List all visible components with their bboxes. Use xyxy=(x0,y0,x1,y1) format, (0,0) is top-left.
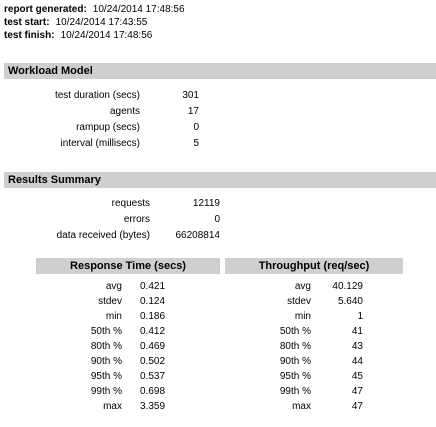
test-finish-value: 10/24/2014 17:48:56 xyxy=(60,30,153,41)
response-time-label: 90th % xyxy=(90,356,122,367)
response-time-label: avg xyxy=(105,281,122,292)
throughput-label: 95th % xyxy=(279,371,311,382)
workload-model-header: Workload Model xyxy=(4,63,436,79)
workload-label: agents xyxy=(109,106,140,117)
response-time-value: 0.502 xyxy=(140,356,166,367)
response-time-row xyxy=(36,399,200,414)
throughput-label: avg xyxy=(294,281,311,292)
workload-value: 0 xyxy=(193,122,199,133)
throughput-row xyxy=(225,324,363,339)
response-time-row xyxy=(36,354,200,369)
response-time-table xyxy=(36,279,200,414)
workload-value: 5 xyxy=(193,138,199,149)
results-label: data received (bytes) xyxy=(56,230,150,241)
response-time-row xyxy=(36,339,200,354)
workload-model-table xyxy=(20,88,199,152)
throughput-value: 43 xyxy=(351,341,363,352)
workload-label: rampup (secs) xyxy=(76,122,140,133)
results-summary-header: Results Summary xyxy=(4,172,436,188)
response-time-header: Response Time (secs) xyxy=(36,258,220,274)
throughput-label: 99th % xyxy=(279,386,311,397)
response-time-label: 50th % xyxy=(90,326,122,337)
response-time-value: 0.421 xyxy=(140,281,166,292)
report-meta xyxy=(4,3,185,42)
results-row xyxy=(20,196,220,212)
report-generated-label: report generated: xyxy=(4,4,87,15)
workload-row xyxy=(20,104,199,120)
response-time-row xyxy=(36,369,200,384)
response-time-row xyxy=(36,384,200,399)
workload-label: interval (millisecs) xyxy=(60,138,140,149)
throughput-row xyxy=(225,384,363,399)
report-generated-row xyxy=(4,3,185,16)
throughput-label: max xyxy=(292,401,311,412)
response-time-row xyxy=(36,309,200,324)
throughput-label: 50th % xyxy=(279,326,311,337)
throughput-row xyxy=(225,294,363,309)
test-start-label: test start: xyxy=(4,17,50,28)
throughput-label: stdev xyxy=(287,296,311,307)
workload-row xyxy=(20,136,199,152)
throughput-row xyxy=(225,354,363,369)
response-time-value: 0.537 xyxy=(140,371,166,382)
workload-row xyxy=(20,120,199,136)
response-time-value: 0.124 xyxy=(140,296,166,307)
workload-value: 301 xyxy=(182,90,199,101)
results-label: requests xyxy=(111,198,150,209)
response-time-value: 3.359 xyxy=(140,401,166,412)
response-time-label: max xyxy=(103,401,122,412)
throughput-value: 41 xyxy=(351,326,363,337)
throughput-value: 5.640 xyxy=(337,296,363,307)
throughput-value: 1 xyxy=(357,311,363,322)
throughput-header: Throughput (req/sec) xyxy=(225,258,403,274)
test-finish-label: test finish: xyxy=(4,30,55,41)
response-time-value: 0.469 xyxy=(140,341,166,352)
results-summary-table xyxy=(20,196,220,244)
response-time-value: 0.412 xyxy=(140,326,166,337)
throughput-label: 80th % xyxy=(279,341,311,352)
response-time-label: 80th % xyxy=(90,341,122,352)
throughput-table xyxy=(225,279,363,414)
response-time-row xyxy=(36,294,200,309)
throughput-value: 40.129 xyxy=(332,281,363,292)
response-time-value: 0.186 xyxy=(140,311,166,322)
response-time-label: stdev xyxy=(98,296,122,307)
throughput-value: 45 xyxy=(351,371,363,382)
results-row xyxy=(20,228,220,244)
throughput-value: 47 xyxy=(351,386,363,397)
response-time-label: 99th % xyxy=(90,386,122,397)
test-start-value: 10/24/2014 17:43:55 xyxy=(55,17,148,28)
workload-label: test duration (secs) xyxy=(54,90,140,101)
throughput-label: min xyxy=(294,311,311,322)
response-time-label: 95th % xyxy=(90,371,122,382)
results-value: 0 xyxy=(214,214,220,225)
results-value: 66208814 xyxy=(175,230,220,241)
workload-row xyxy=(20,88,199,104)
workload-value: 17 xyxy=(187,106,199,117)
throughput-row xyxy=(225,369,363,384)
throughput-value: 47 xyxy=(351,401,363,412)
throughput-row xyxy=(225,339,363,354)
throughput-label: 90th % xyxy=(279,356,311,367)
response-time-label: min xyxy=(105,311,122,322)
report-generated-value: 10/24/2014 17:48:56 xyxy=(92,4,185,15)
test-finish-row xyxy=(4,29,185,42)
response-time-row xyxy=(36,279,200,294)
throughput-value: 44 xyxy=(351,356,363,367)
throughput-row xyxy=(225,309,363,324)
test-start-row xyxy=(4,16,185,29)
throughput-row xyxy=(225,279,363,294)
results-row xyxy=(20,212,220,228)
response-time-value: 0.698 xyxy=(140,386,166,397)
results-value: 12119 xyxy=(192,198,220,209)
response-time-row xyxy=(36,324,200,339)
throughput-row xyxy=(225,399,363,414)
results-label: errors xyxy=(123,214,150,225)
